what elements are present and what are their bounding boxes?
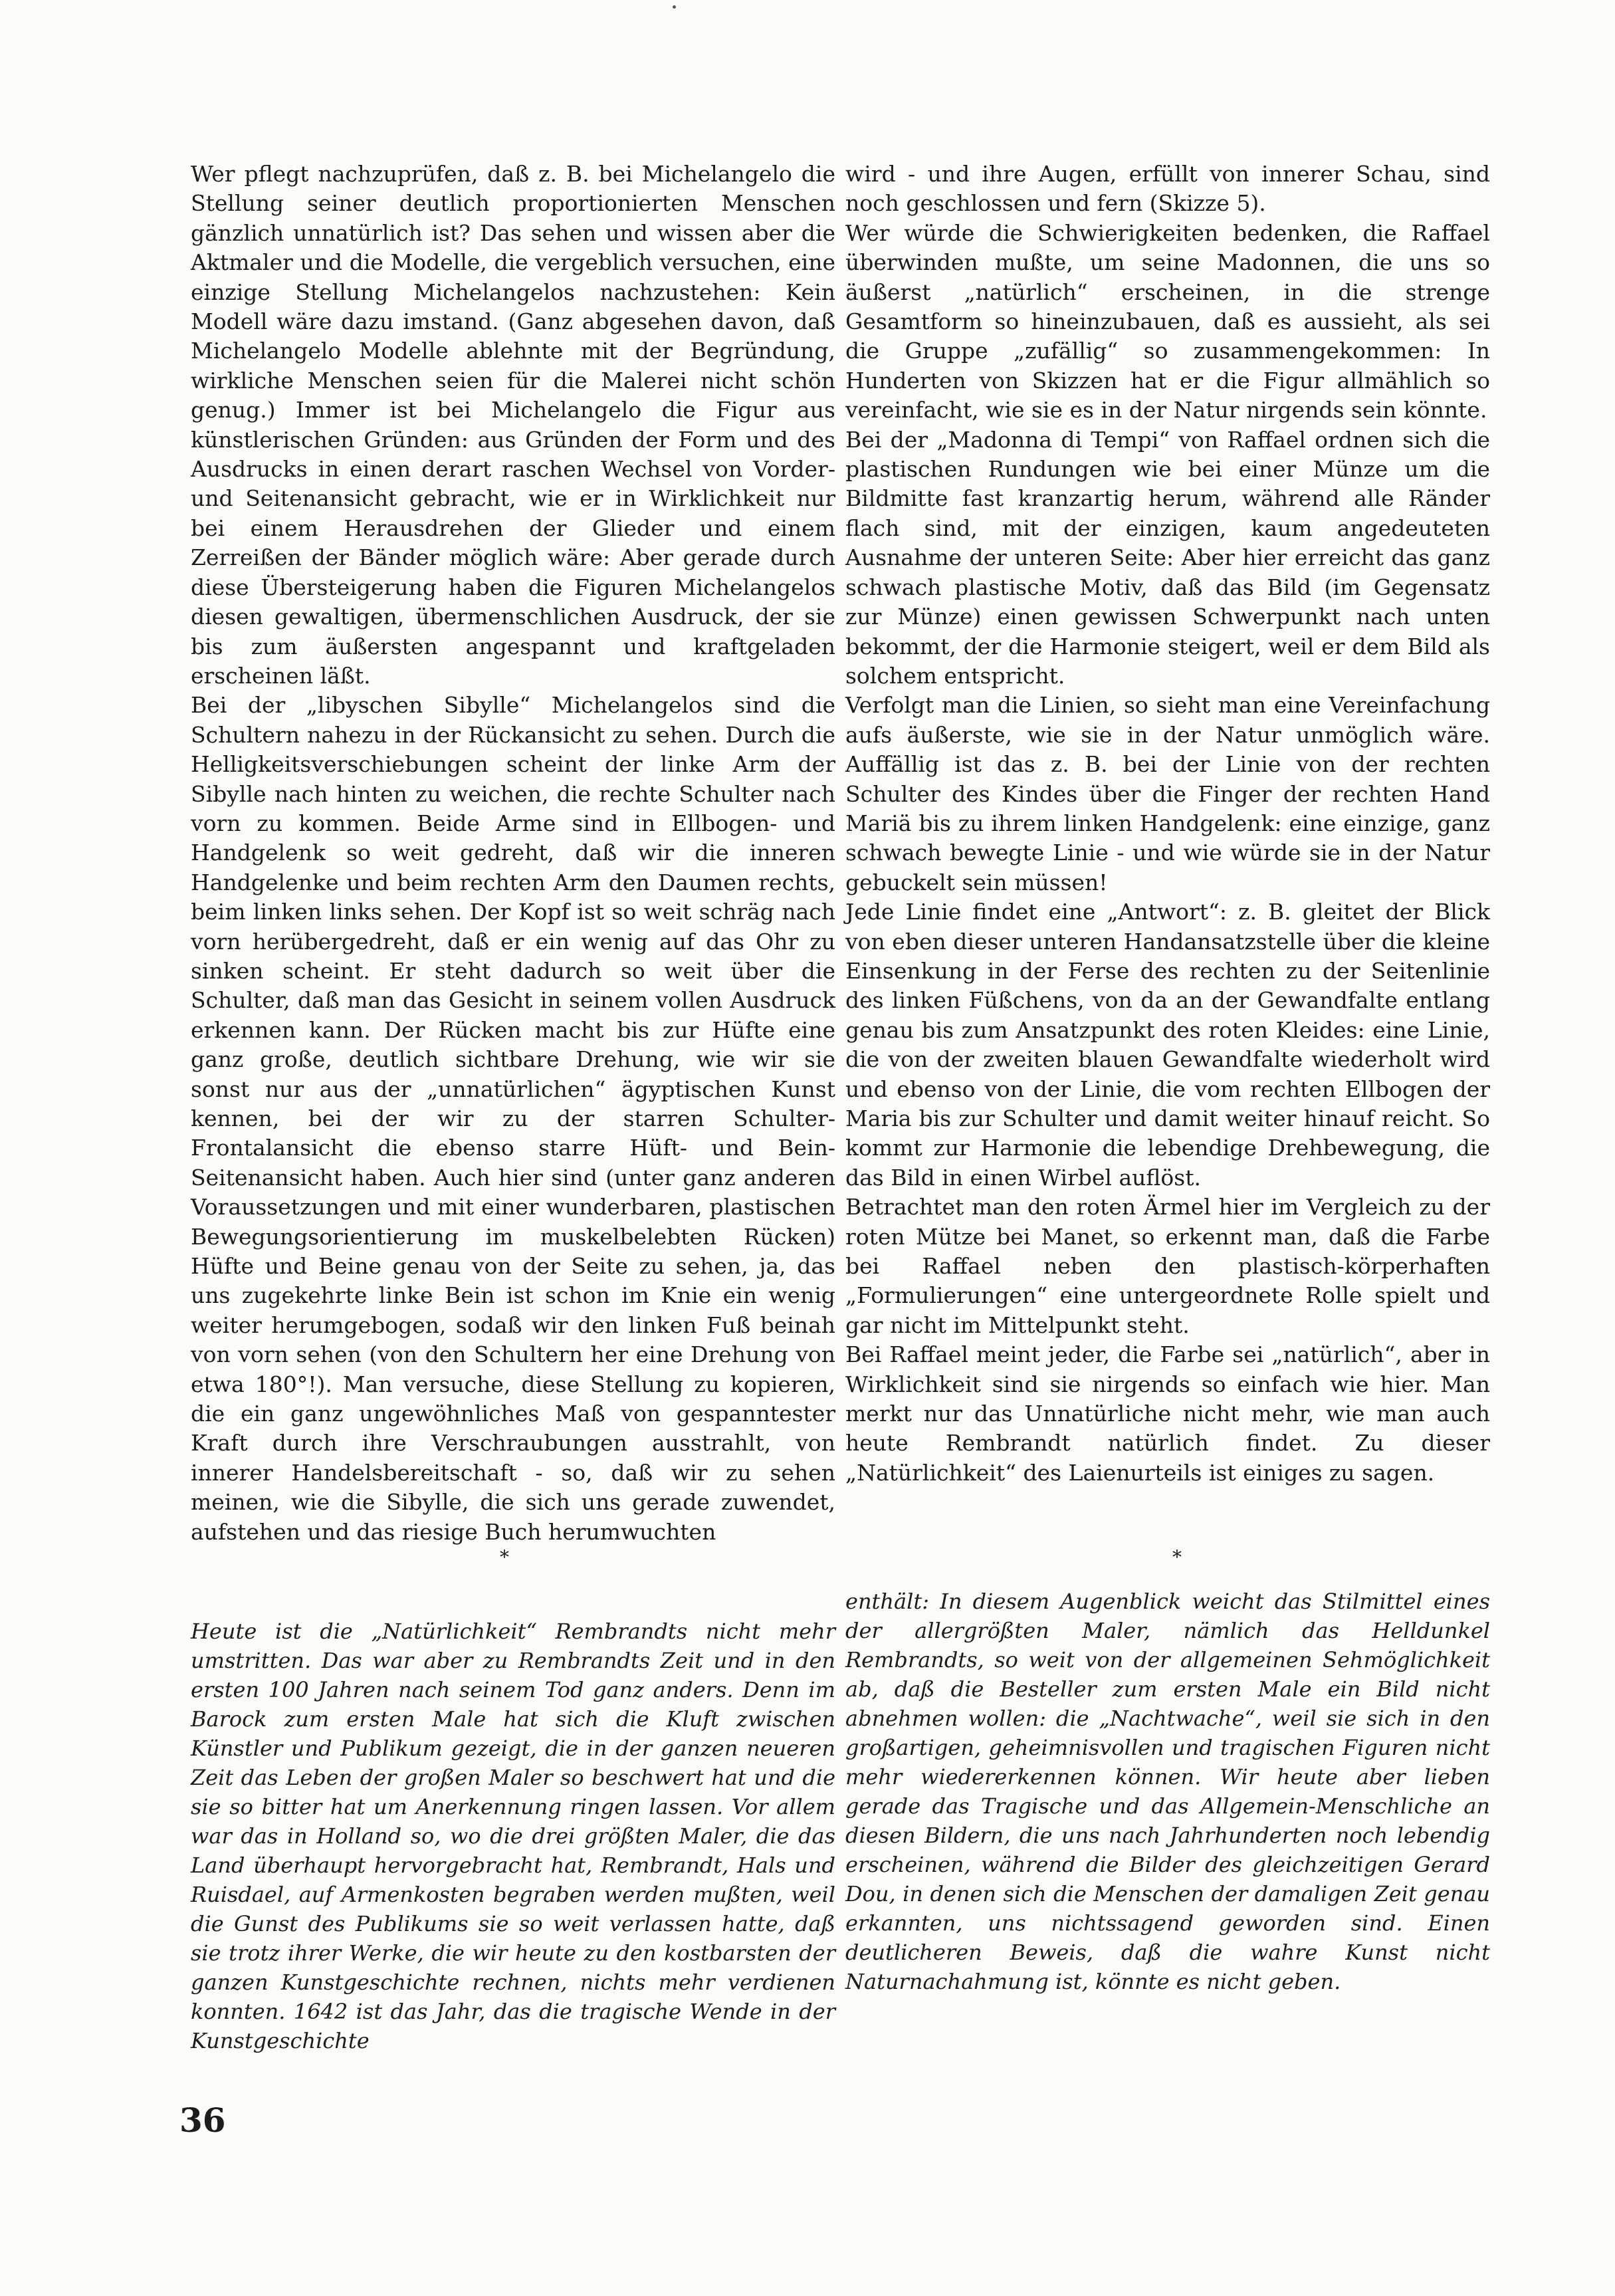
italic-passage-right: enthält: In diesem Augenblick weicht das Stilmittel eines der allergrößten Maler, nämlich das Helldunkel Rembrandts, so weit von der allgemeinen Sehmöglichkeit ab, daß die Besteller zum ersten Male ein Bild nicht abnehmen wollen: die „Nachtwache“, weil sie sich in den großartigen, geheimnisvollen und tragischen Figuren nicht mehr wiedererkennen können. Wir heute aber lieben gerade das Tragische und das Allgemein-Menschliche an diesen Bildern, die uns nach Jahrhunderten noch lebendig erscheinen, während die Bilder des gleichzeitigen Gerard Dou, in denen sich die Menschen der damaligen Zeit genau erkannten, uns nichtssagend geworden sind. Einen deutlicheren Beweis, daß die wahre Kunst nicht Naturnachahmung ist, könnte es nicht geben. bbox=[845, 1589, 1490, 1994]
paragraph: Wer würde die Schwierigkeiten bedenken, die Raffael überwinden mußte, um seine Madonnen, die uns so äußerst „natürlich“ erscheinen, in die strenge Gesamtform so hineinzubauen, daß es aussieht, als sei die Gruppe „zufällig“ so zusammengekommen: In Hunderten von Skizzen hat er die Figur allmählich so vereinfacht, wie sie es in der Natur nirgends sein könnte. bbox=[845, 219, 1490, 423]
italic-passage-left: Heute ist die „Natürlichkeit“ Rembrandts nicht mehr umstritten. Das war aber zu Rembrandts Zeit und in den ersten 100 Jahren nach seinem Tod ganz anders. Denn im Barock zum ersten Male hat sich die Kluft zwischen Künstler und Publikum gezeigt, die in der ganzen neueren Zeit das Leben der großen Maler so beschwert hat und die sie so bitter hat um Anerkennung ringen lassen. Vor allem war das in Holland so, wo die drei größten Maler, die das Land überhaupt hervorgebracht hat, Rembrandt, Hals und Ruisdael, auf Armenkosten begraben werden mußten, weil die Gunst des Publikums sie so weit verlassen hatte, daß sie trotz ihrer Werke, die wir heute zu den kostbarsten der ganzen Kunstgeschichte rechnen, nichts mehr verdienen konnten. 1642 ist das Jahr, das die tragische Wende in der Kunstgeschichte bbox=[191, 1619, 835, 2053]
section-separator: * bbox=[1172, 1546, 1182, 1568]
paragraph: Wer pflegt nachzuprüfen, daß z. B. bei Michelangelo die Stellung seiner deutlich proportionierten Menschen gänzlich unnatürlich ist? Das sehen und wissen aber die Aktmaler und die Modelle, die vergeblich versuchen, eine einzige Stellung Michelangelos nachzustehen: Kein Modell wäre dazu imstand. (Ganz abgesehen davon, daß Michelangelo Modelle ablehnte mit der Begründung, wirkliche Menschen seien für die Malerei nicht schön genug.) Immer ist bei Michelangelo die Figur aus künstlerischen Gründen: aus Gründen der Form und des Ausdrucks in einen derart raschen Wechsel von Vorder- und Seitenansicht gebracht, wie er in Wirklichkeit nur bei einem Herausdrehen der Glieder und einem Zerreißen der Bänder möglich wäre: Aber gerade durch diese Übersteigerung haben die Figuren Michelangelos diesen gewaltigen, übermenschlichen Ausdruck, der sie bis zum äußersten angespannt und kraftgeladen erscheinen läßt. bbox=[191, 161, 835, 689]
paragraph: Bei der „libyschen Sibylle“ Michelangelos sind die Schultern nahezu in der Rückansicht zu sehen. Durch die Helligkeitsverschiebungen scheint der linke Arm der Sibylle nach hinten zu weichen, die rechte Schulter nach vorn zu kommen. Beide Arme sind in Ellbogen- und Handgelenk so weit gedreht, daß wir die inneren Handgelenke und beim rechten Arm den Daumen rechts, beim linken links sehen. Der Kopf ist so weit schräg nach vorn herübergedreht, daß er ein wenig auf das Ohr zu sinken scheint. Er steht dadurch so weit über die Schulter, daß man das Gesicht in seinem vollen Ausdruck erkennen kann. Der Rücken macht bis zur Hüfte eine ganz große, deutlich sichtbare Drehung, wie wir sie sonst nur aus der „unnatürlichen“ ägyptischen Kunst kennen, bei der wir zu der starren Schulter-Frontalansicht die ebenso starre Hüft- und Bein-Seitenansicht haben. Auch hier sind (unter ganz anderen Voraussetzungen und mit einer wunderbaren, plastischen Bewegungsorientierung im muskelbelebten Rücken) Hüfte und Beine genau von der Seite zu sehen, ja, das uns zugekehrte linke Bein ist schon im Knie ein wenig weiter herumgebogen, sodaß wir den linken Fuß beinah von vorn sehen (von den Schultern her eine Drehung von etwa 180°!). Man versuche, diese Stellung zu kopieren, die ein ganz ungewöhnliches Maß von gespanntester Kraft durch ihre Verschraubungen ausstrahlt, von innerer Handelsbereitschaft - so, daß wir zu sehen meinen, wie die Sibylle, die sich uns gerade zuwendet, aufstehen und das riesige Buch herumwuchten bbox=[191, 692, 835, 1545]
paragraph: Bei der „Madonna di Tempi“ von Raffael ordnen sich die plastischen Rundungen wie bei einer Münze um die Bildmitte fast kranzartig herum, während alle Ränder flach sind, mit der einzigen, kaum angedeuteten Ausnahme der unteren Seite: Aber hier erreicht das ganz schwach plastische Motiv, daß das Bild (im Gegensatz zur Münze) einen gewissen Schwerpunkt nach unten bekommt, der die Harmonie steigert, weil er dem Bild als solchem entspricht. bbox=[845, 426, 1490, 689]
right-column bbox=[845, 160, 1490, 1488]
paragraph: Bei Raffael meint jeder, die Farbe sei „natürlich“, aber in Wirklichkeit sind sie nirgends so einfach wie hier. Man merkt nur das Unnatürliche nicht mehr, wie man auch heute Rembrandt natürlich findet. Zu dieser „Natürlichkeit“ des Laienurteils ist einiges zu sagen. bbox=[845, 1341, 1490, 1486]
paragraph: Jede Linie findet eine „Antwort“: z. B. gleitet der Blick von eben dieser unteren Handansatzstelle über die kleine Einsenkung in der Ferse des rechten zu der Seitenlinie des linken Füßchens, von da an der Gewandfalte entlang genau bis zum Ansatzpunkt des roten Kleides: eine Linie, die von der zweiten blauen Gewandfalte wiederholt wird und ebenso von der Linie, die vom rechten Ellbogen der Maria bis zur Schulter und damit weiter hinauf reicht. So kommt zur Harmonie die lebendige Drehbewegung, die das Bild in einen Wirbel auflöst. bbox=[845, 899, 1490, 1191]
page-number: 36 bbox=[179, 2101, 226, 2140]
left-column bbox=[191, 160, 835, 1547]
section-separator: * bbox=[500, 1546, 509, 1568]
paragraph: Betrachtet man den roten Ärmel hier im Vergleich zu der roten Mütze bei Manet, so erkennt man, daß die Farbe bei Raffael neben den plastisch-körperhaften „Formulierungen“ eine untergeordnete Rolle spielt und gar nicht im Mittelpunkt steht. bbox=[845, 1194, 1490, 1338]
print-mark bbox=[673, 5, 676, 9]
paragraph: Verfolgt man die Linien, so sieht man eine Vereinfachung aufs äußerste, wie sie in der Natur unmöglich wäre. Auffällig ist das z. B. bei der Linie von der rechten Schulter des Kindes über die Finger der rechten Hand Mariä bis zu ihrem linken Handgelenk: eine einzige, ganz schwach bewegte Linie - und wie würde sie in der Natur gebuckelt sein müssen! bbox=[845, 692, 1490, 895]
paragraph: wird - und ihre Augen, erfüllt von innerer Schau, sind noch geschlossen und fern (Skizze 5). bbox=[845, 161, 1490, 217]
